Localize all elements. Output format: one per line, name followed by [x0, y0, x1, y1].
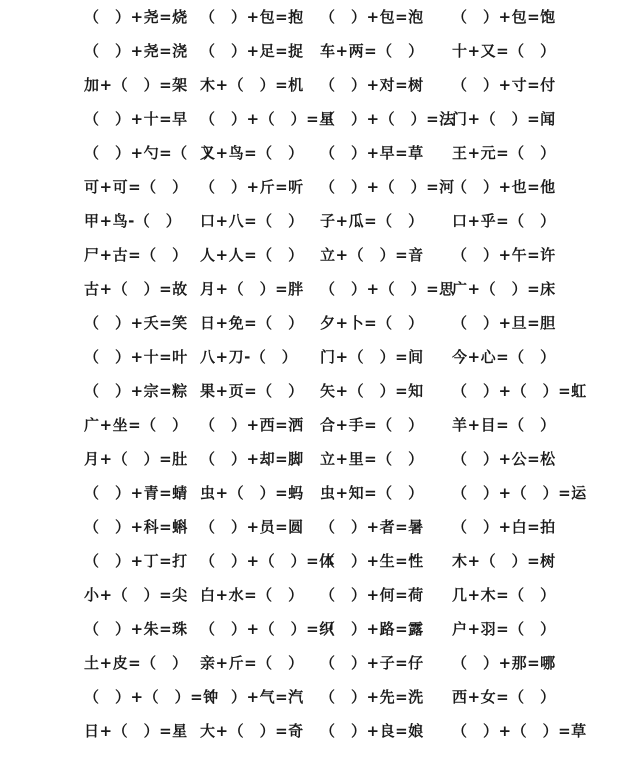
exercise-item: 月+（ ）=胖 — [200, 280, 304, 298]
exercise-item: （ ）+午=许 — [452, 246, 556, 264]
exercise-item: 土+皮=（ ） — [84, 654, 188, 672]
exercise-item: （ ）+尧=烧 — [84, 8, 188, 26]
exercise-item: （ ）+（ ）=钟 — [84, 688, 219, 706]
exercise-item: （ ）+（ ）=河 — [320, 178, 455, 196]
exercise-row — [0, 136, 641, 170]
exercise-item: 木+（ ）=树 — [452, 552, 556, 570]
exercise-item: （ ）+早=草 — [320, 144, 424, 162]
exercise-row — [0, 476, 641, 510]
exercise-item: 口+八=（ ） — [200, 212, 304, 230]
exercise-item: （ ）+员=圆 — [200, 518, 304, 536]
exercise-item: 虫+（ ）=蚂 — [200, 484, 304, 502]
exercise-item: （ ）+包=饱 — [452, 8, 556, 26]
exercise-item: （ ）+十=早 — [84, 110, 188, 128]
exercise-item: 亲+斤=（ ） — [200, 654, 304, 672]
exercise-item: （ ）+斤=听 — [200, 178, 304, 196]
exercise-item: 立+（ ）=音 — [320, 246, 424, 264]
exercise-item: （ ）+（ ）=草 — [452, 722, 587, 740]
exercise-item: （ ）+路=露 — [320, 620, 424, 638]
exercise-row — [0, 442, 641, 476]
exercise-row — [0, 612, 641, 646]
exercise-item: （ ）+勺=（ ） — [84, 144, 219, 162]
exercise-item: （ ）+（ ）=思 — [320, 280, 455, 298]
exercise-item: （ ）+白=拍 — [452, 518, 556, 536]
exercise-item: （ ）+气=汽 — [200, 688, 304, 706]
exercise-item: 白+水=（ ） — [200, 586, 304, 604]
exercise-item: 可+可=（ ） — [84, 178, 188, 196]
exercise-row — [0, 170, 641, 204]
exercise-item: （ ）+对=树 — [320, 76, 424, 94]
exercise-item: （ ）+包=抱 — [200, 8, 304, 26]
exercise-item: 大+（ ）=奇 — [200, 722, 304, 740]
exercise-item: 几+木=（ ） — [452, 586, 556, 604]
exercise-item: 立+里=（ ） — [320, 450, 424, 468]
exercise-row — [0, 68, 641, 102]
exercise-item: 合+手=（ ） — [320, 416, 424, 434]
exercise-item: 子+瓜=（ ） — [320, 212, 424, 230]
exercise-item: （ ）+宗=粽 — [84, 382, 188, 400]
exercise-item: 小+（ ）=尖 — [84, 586, 188, 604]
exercise-row — [0, 272, 641, 306]
exercise-item: 王+元=（ ） — [452, 144, 556, 162]
exercise-item: （ ）+者=暑 — [320, 518, 424, 536]
exercise-item: （ ）+丁=打 — [84, 552, 188, 570]
exercise-item: （ ）+足=捉 — [200, 42, 304, 60]
exercise-item: （ ）+也=他 — [452, 178, 556, 196]
exercise-item: 矢+（ ）=知 — [320, 382, 424, 400]
exercise-item: 户+羽=（ ） — [452, 620, 556, 638]
exercise-item: （ ）+包=泡 — [320, 8, 424, 26]
exercise-row — [0, 34, 641, 68]
exercise-item: 月+（ ）=肚 — [84, 450, 188, 468]
exercise-item: 人+人=（ ） — [200, 246, 304, 264]
exercise-item: （ ）+（ ）=虹 — [452, 382, 587, 400]
exercise-row — [0, 680, 641, 714]
exercise-item: （ ）+西=洒 — [200, 416, 304, 434]
exercise-item: 古+（ ）=故 — [84, 280, 188, 298]
exercise-item: （ ）+子=仔 — [320, 654, 424, 672]
exercise-item: 今+心=（ ） — [452, 348, 556, 366]
exercise-item: 尸+古=（ ） — [84, 246, 188, 264]
exercise-item: 虫+知=（ ） — [320, 484, 424, 502]
exercise-row — [0, 306, 641, 340]
exercise-row — [0, 102, 641, 136]
exercise-item: （ ）+青=蜻 — [84, 484, 188, 502]
exercise-item: 日+免=（ ） — [200, 314, 304, 332]
exercise-row — [0, 646, 641, 680]
exercise-item: （ ）+科=蝌 — [84, 518, 188, 536]
exercise-row — [0, 204, 641, 238]
exercise-row — [0, 0, 641, 34]
exercise-row — [0, 374, 641, 408]
exercise-item: （ ）+公=松 — [452, 450, 556, 468]
exercise-row — [0, 408, 641, 442]
exercise-item: 广+（ ）=床 — [452, 280, 556, 298]
exercise-item: 加+（ ）=架 — [84, 76, 188, 94]
exercise-item: 门+（ ）=闻 — [452, 110, 556, 128]
exercise-item: （ ）+（ ）=法 — [320, 110, 455, 128]
exercise-item: 广+坐=（ ） — [84, 416, 188, 434]
exercise-item: 西+女=（ ） — [452, 688, 556, 706]
exercise-item: 门+（ ）=间 — [320, 348, 424, 366]
exercise-item: 车+两=（ ） — [320, 42, 424, 60]
exercise-item: （ ）+却=脚 — [200, 450, 304, 468]
exercise-item: （ ）+良=娘 — [320, 722, 424, 740]
exercise-item: 日+（ ）=星 — [84, 722, 188, 740]
exercise-item: （ ）+十=叶 — [84, 348, 188, 366]
exercise-row — [0, 510, 641, 544]
exercise-item: （ ）+朱=珠 — [84, 620, 188, 638]
exercise-item: （ ）+旦=胆 — [452, 314, 556, 332]
exercise-item: （ ）+那=哪 — [452, 654, 556, 672]
exercise-row — [0, 714, 641, 748]
exercise-item: （ ）+（ ）=运 — [452, 484, 587, 502]
exercise-item: （ ）+（ ）=体 — [200, 552, 335, 570]
exercise-row — [0, 238, 641, 272]
exercise-row — [0, 578, 641, 612]
exercise-item: （ ）+寸=付 — [452, 76, 556, 94]
exercise-row — [0, 340, 641, 374]
exercise-item: 果+页=（ ） — [200, 382, 304, 400]
exercise-item: （ ）+（ ）=星 — [200, 110, 335, 128]
exercise-item: 八+刀-（ ） — [200, 348, 298, 366]
exercise-item: （ ）+（ ）=织 — [200, 620, 335, 638]
exercise-item: （ ）+尧=浇 — [84, 42, 188, 60]
exercise-item: （ ）+夭=笑 — [84, 314, 188, 332]
exercise-item: （ ）+何=荷 — [320, 586, 424, 604]
exercise-item: 又+鸟=（ ） — [200, 144, 304, 162]
exercise-item: 羊+目=（ ） — [452, 416, 556, 434]
exercise-item: 木+（ ）=机 — [200, 76, 304, 94]
exercise-item: 口+乎=（ ） — [452, 212, 556, 230]
exercise-item: （ ）+先=洗 — [320, 688, 424, 706]
exercise-item: 甲+鸟-（ ） — [84, 212, 182, 230]
exercise-row — [0, 544, 641, 578]
exercise-item: 十+又=（ ） — [452, 42, 556, 60]
exercise-item: 夕+卜=（ ） — [320, 314, 424, 332]
exercise-item: （ ）+生=性 — [320, 552, 424, 570]
